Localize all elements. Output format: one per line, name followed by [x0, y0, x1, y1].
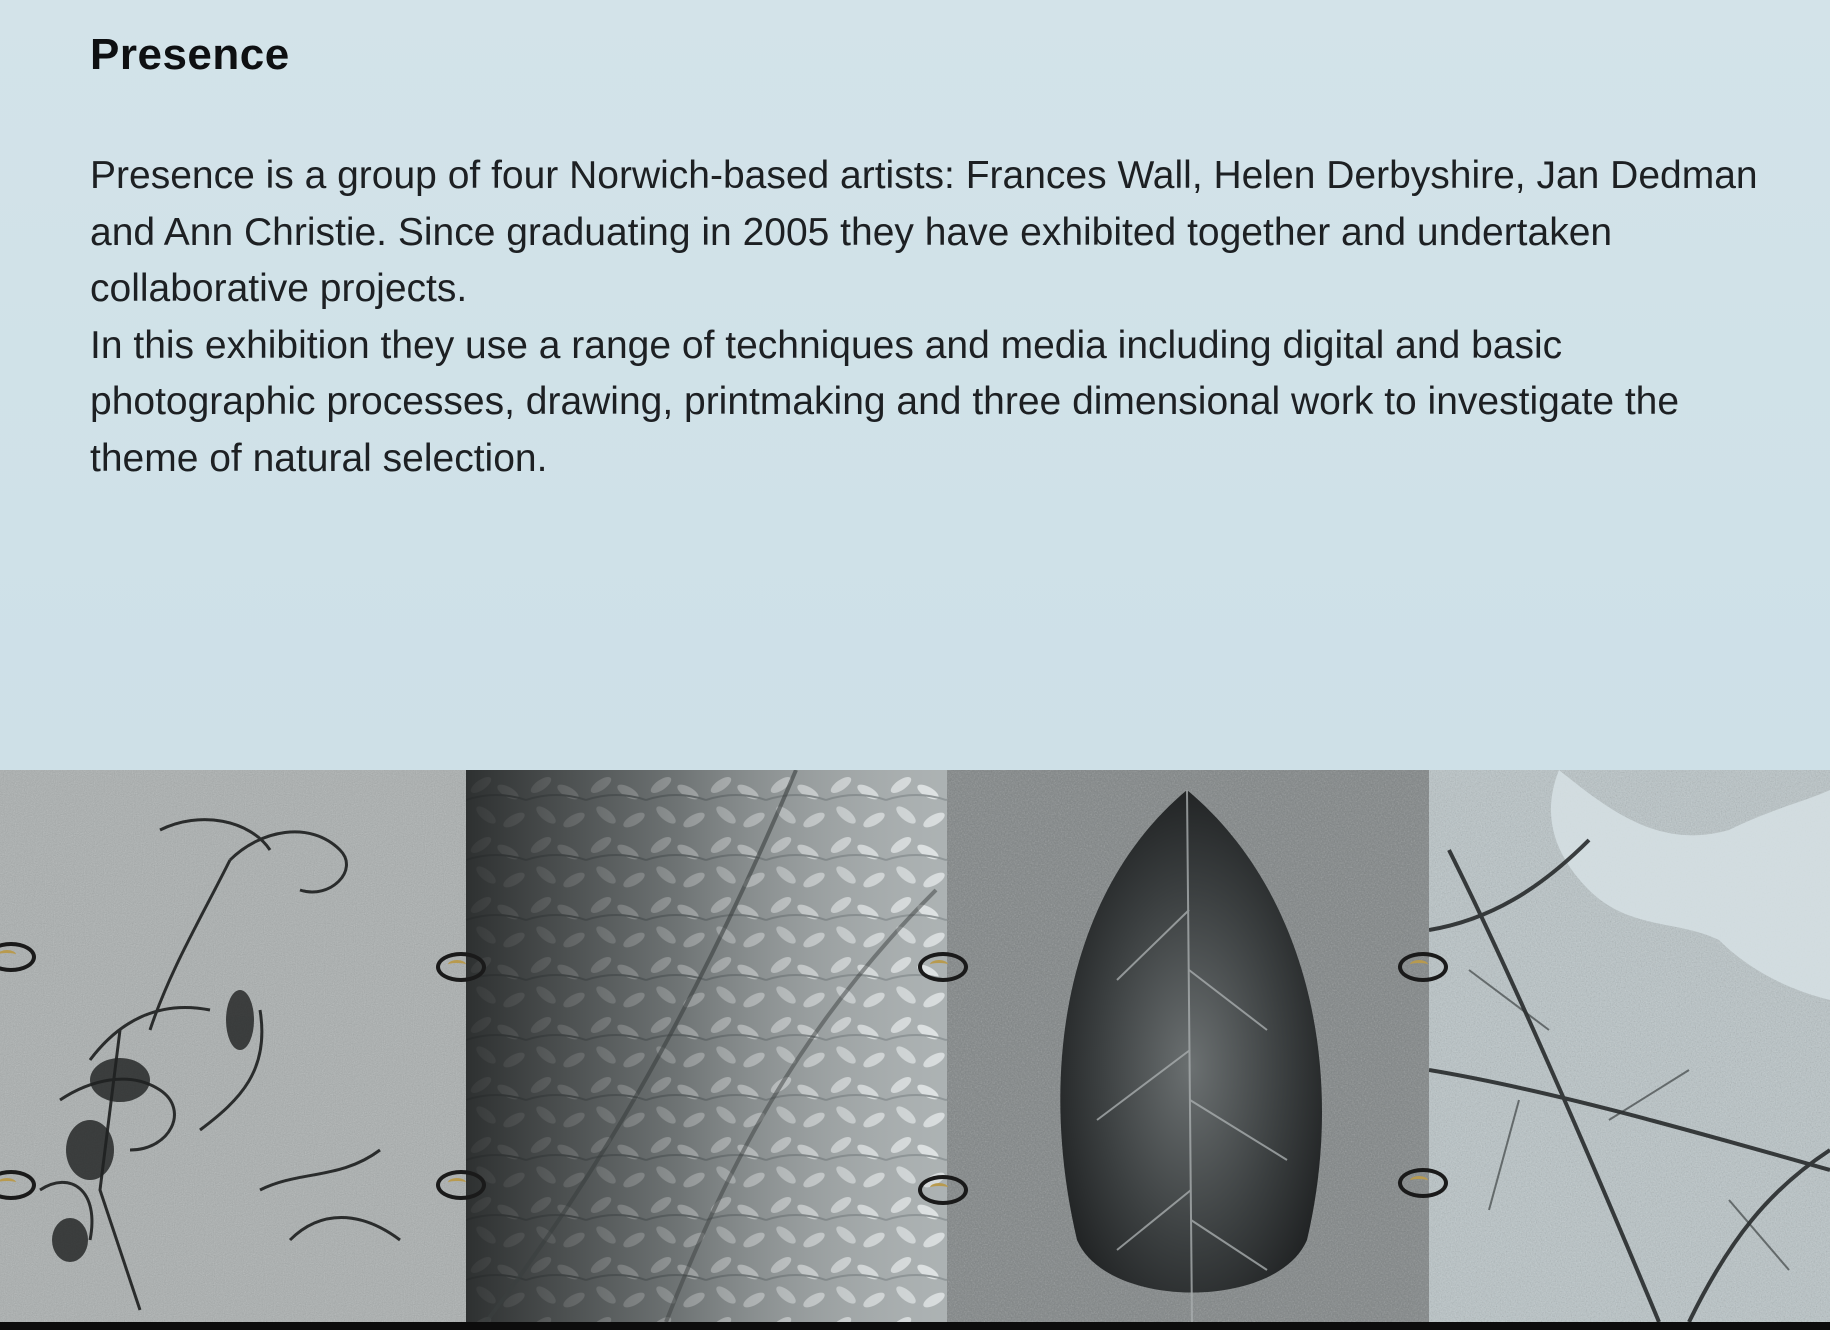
page-title: Presence [90, 30, 290, 79]
ring-binding [1398, 952, 1448, 982]
artwork-image-strip [0, 770, 1830, 1322]
ring-binding [918, 1175, 968, 1205]
leaf-pattern-print [466, 770, 947, 1322]
sketched-flower-print [0, 770, 466, 1322]
leaf-vein-print [1429, 770, 1830, 1322]
ring-binding [1398, 1168, 1448, 1198]
paragraph-exhibition: In this exhibition they use a range of techniques and media including digital and basic photographic processes, drawing, printmaking and three dimensional work to investigate the theme of natural selection. [90, 323, 1680, 480]
paragraph-artists: Presence is a group of four Norwich-based artists: Frances Wall, Helen Derbyshire, Jan Dedman and Ann Christie. Since graduating in 2005 they have exhibited together and undertaken collaborative projects. [90, 154, 1758, 310]
leaf-vein-image [1429, 770, 1830, 1322]
ring-binding [436, 952, 486, 982]
leaf-pattern-image [466, 770, 947, 1322]
intro-text [90, 148, 1770, 487]
page-bottom-edge [0, 1322, 1830, 1330]
leaf-skeleton-photo [947, 770, 1429, 1322]
leaf-skeleton-image [947, 770, 1429, 1322]
ring-binding [918, 952, 968, 982]
ring-binding [436, 1170, 486, 1200]
sketched-flower-image [0, 770, 466, 1322]
